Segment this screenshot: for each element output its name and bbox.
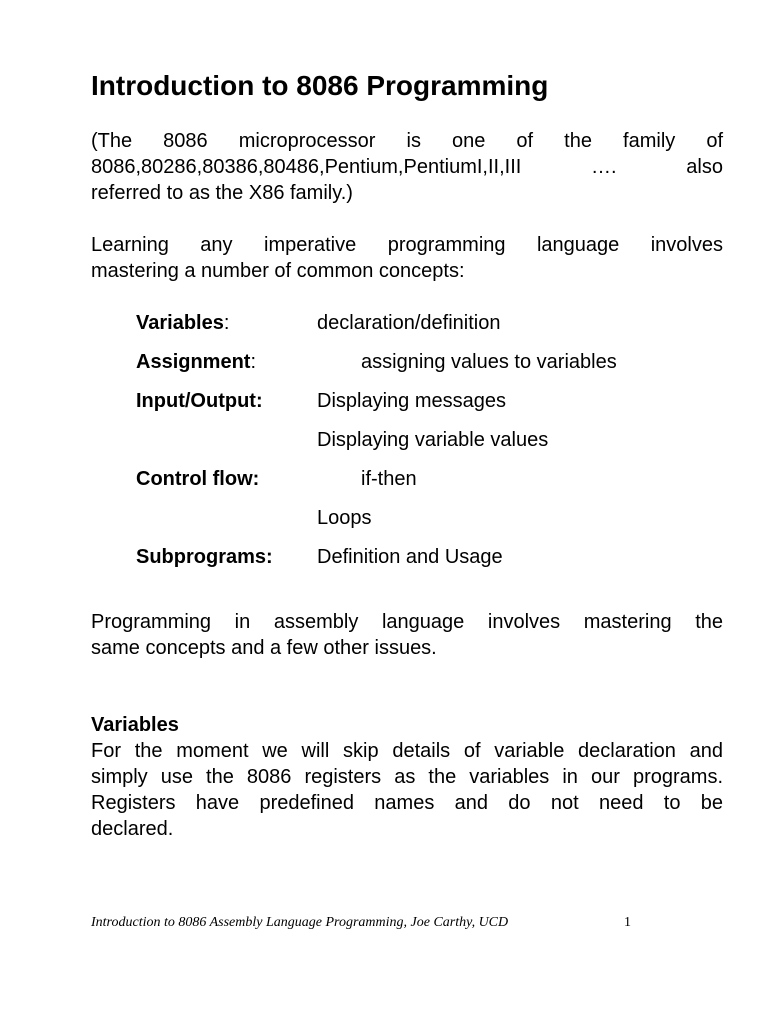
intro-paragraph (91, 128, 723, 206)
learning-line: Learning any imperative programming language involves (91, 234, 723, 256)
concept-term: Input/Output: (136, 390, 263, 412)
concept-row (136, 544, 696, 583)
intro-line: (The 8086 microprocessor is one of the family of (91, 130, 723, 152)
learning-paragraph (91, 232, 723, 284)
concept-description: Loops (317, 507, 372, 529)
concept-row (136, 466, 696, 505)
concept-description: declaration/definition (317, 312, 501, 334)
page-number: 1 (624, 915, 631, 930)
concepts-list (136, 310, 696, 583)
concept-row (136, 310, 696, 349)
concept-row (136, 388, 696, 427)
concept-term: Subprograms: (136, 546, 273, 568)
concept-term: Variables: (136, 312, 230, 334)
concept-description: Definition and Usage (317, 546, 503, 568)
concept-description: Displaying variable values (317, 429, 549, 451)
variables-line: For the moment we will skip details of variable declaration and (91, 740, 723, 762)
concept-row (136, 505, 696, 544)
page-title: Introduction to 8086 Programming (91, 70, 549, 101)
page-footer: Introduction to 8086 Assembly Language Programming, Joe Carthy, UCD (91, 915, 509, 930)
variables-line: simply use the 8086 registers as the variables in our programs. (91, 766, 723, 788)
assembly-line: Programming in assembly language involves mastering the (91, 611, 723, 633)
learning-line: mastering a number of common concepts: (91, 260, 465, 282)
concept-description: if-then (361, 468, 417, 490)
concept-row (136, 427, 696, 466)
concept-description: Displaying messages (317, 390, 506, 412)
concept-description: assigning values to variables (361, 351, 617, 373)
assembly-paragraph (91, 609, 723, 661)
intro-line: 8086,80286,80386,80486,Pentium,PentiumI,II,III …. also (91, 156, 723, 178)
assembly-line: same concepts and a few other issues. (91, 637, 437, 659)
section-heading: Variables (91, 714, 179, 736)
variables-section (91, 712, 723, 842)
variables-line: declared. (91, 818, 174, 840)
variables-line: Registers have predefined names and do not need to be (91, 792, 723, 814)
intro-line: referred to as the X86 family.) (91, 182, 353, 204)
concept-term: Assignment: (136, 351, 257, 373)
concept-term: Control flow: (136, 468, 260, 490)
concept-row (136, 349, 696, 388)
